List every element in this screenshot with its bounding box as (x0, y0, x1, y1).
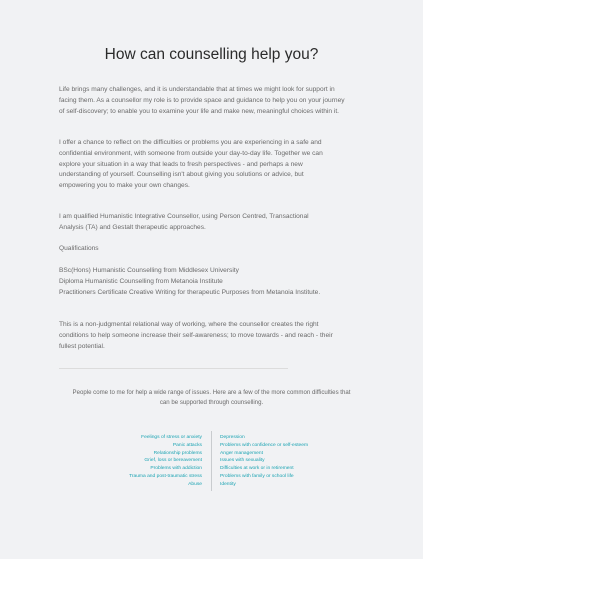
issue-item: Trauma and post-traumatic stress (129, 473, 202, 479)
issue-item: Problems with addiction (150, 466, 202, 471)
issue-item: Grief, loss or bereavement (144, 458, 202, 464)
qualification-item: Practitioners Certificate Creative Writing for therapeutic Purposes from Metanoia Institute. (59, 288, 321, 296)
issue-item: Issues with sexuality (220, 458, 265, 464)
paragraph-line: empowering you to make your own changes. (59, 182, 190, 190)
page-title: How can counselling help you? (104, 46, 319, 63)
paragraph-line: conditions to help someone increase their self-awareness; to move towards - and reach - their (59, 331, 333, 339)
issue-item: Problems with family or school life (220, 473, 294, 479)
paragraph-line: confidential environment, with someone from outside your day-to-day life. Together we can (59, 149, 323, 157)
paragraph-line: facing them. As a counsellor my role is to provide space and guidance to help you on your journey (59, 96, 345, 104)
section-divider (59, 368, 288, 369)
qualifications-list (59, 266, 359, 298)
paragraph-line: of self-discovery; to enable you to examine your life and make new, meaningful choices within it. (59, 107, 340, 115)
issue-item: Problems with confidence or self-esteem (220, 442, 309, 448)
issue-item: Difficulties at work or in retirement (220, 466, 294, 471)
issues-intro (45, 388, 378, 407)
issue-item: Feelings of stress or anxiety (141, 435, 202, 440)
paragraph-line: Life brings many challenges, and it is understandable that at times we might look for support in (59, 86, 335, 93)
issue-item: Abuse (188, 481, 202, 487)
offer-paragraph (59, 138, 359, 192)
paragraph-line: I am qualified Humanistic Integrative Counsellor, using Person Centred, Transactional (59, 213, 309, 220)
paragraph-line: understanding of yourself. Counselling isn't about giving you solutions or advice, but (59, 171, 304, 179)
paragraph-line: I offer a chance to reflect on the difficulties or problems you are experiencing in a safe and (59, 139, 322, 146)
issues-list-left (129, 434, 202, 488)
qualifications-heading (59, 244, 359, 255)
issues-column-divider (211, 431, 212, 491)
issues-intro-line: can be supported through counselling. (159, 398, 264, 406)
issue-item: Relationship problems (153, 450, 202, 456)
issue-item: Anger management (220, 450, 263, 456)
paragraph-line: Analysis (TA) and Gestalt therapeutic approaches. (59, 223, 206, 231)
issue-item: Identity (220, 481, 236, 487)
paragraph-line: explore your situation in a way that leads to fresh perspectives - and perhaps a new (59, 160, 303, 168)
issues-intro-line: People come to me for help a wide range of issues. Here are a few of the more common difficulties that (72, 389, 351, 396)
issue-item: Depression (220, 435, 245, 440)
paragraph-line: This is a non-judgmental relational way of working, where the counsellor creates the right (59, 321, 319, 328)
intro-paragraph (59, 85, 359, 117)
issues-list-right (220, 434, 308, 488)
relational-paragraph (59, 320, 359, 352)
qualification-item: BSc(Hons) Humanistic Counselling from Middlesex University (59, 267, 239, 274)
paragraph-line: Qualifications (59, 245, 99, 252)
paragraph-line: fullest potential. (59, 342, 105, 350)
qualification-item: Diploma Humanistic Counselling from Metanoia Institute (59, 277, 223, 285)
approach-paragraph (59, 212, 359, 234)
issue-item: Panic attacks (172, 442, 202, 448)
